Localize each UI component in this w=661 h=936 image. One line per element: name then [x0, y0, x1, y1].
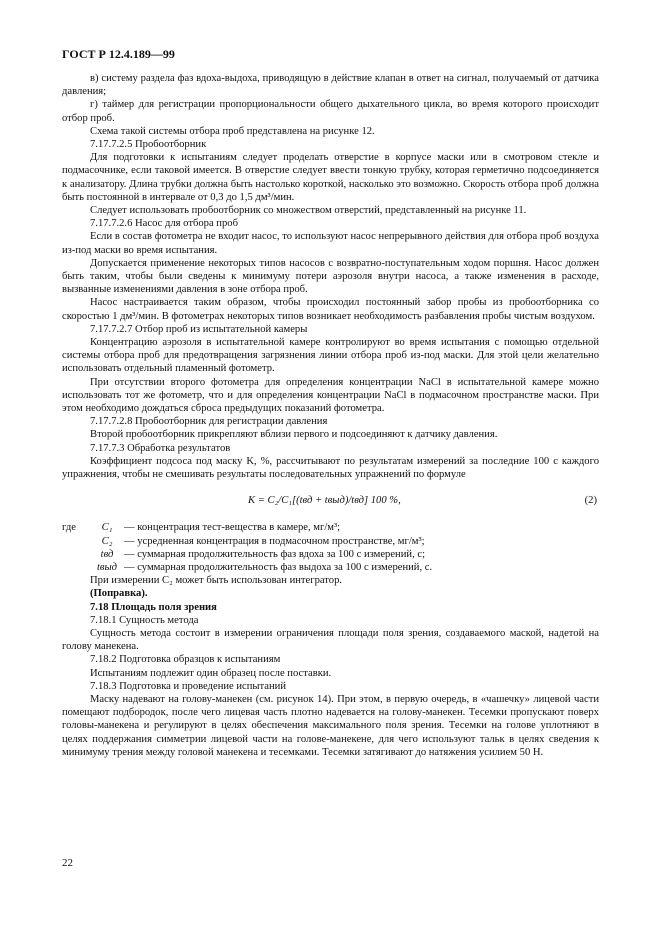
paragraph: При отсутствии второго фотометра для определения концентрации NaCl в испытательной камере можно использовать тот же фотометр, что и для определения концентрации NaCl в подмасочном пространстве маски. При этом необходимо дождаться сброса предыдущих показаний фотометра. — [62, 376, 599, 415]
definition-row — [62, 561, 599, 574]
paragraph: Сущность метода состоит в измерении ограничения площади поля зрения, создаваемого маской, надетой на голову манекена. — [62, 627, 599, 653]
subsection-heading: 7.18.3 Подготовка и проведение испытаний — [90, 680, 287, 692]
subsection-heading: 7.17.7.2.8 Пробоотборник для регистрации давления — [90, 416, 328, 428]
paragraph: Если в состав фотометра не входит насос, то используют насос непрерывного действия для отбора проб воздуха из-под маски во время испытания. — [62, 231, 599, 256]
subsection-heading: 7.17.7.2.7 Отбор проб из испытательной камеры — [90, 323, 308, 335]
paragraph-item-v: в) систему раздела фаз вдоха-выдоха, приводящую в действие клапан в ответ на сигнал, получаемый от датчика давления; — [62, 73, 599, 98]
subsection-heading: 7.18.1 Сущность метода — [90, 614, 199, 626]
paragraph: Испытаниям подлежит один образец после поставки. — [90, 667, 332, 679]
definition-text: — суммарная продолжительность фаз выдоха за 100 с измерений, с. — [124, 561, 433, 573]
subsection-heading: 7.17.7.3 Обработка результатов — [90, 442, 231, 454]
definition-row — [62, 535, 599, 548]
definition-text: — усредненная концентрация в подмасочном пространстве, мг/м³; — [124, 535, 425, 547]
formula-expression: K = C₂/C₁[(tвд + tвыд)/tвд] 100 %, — [248, 495, 401, 507]
definition-symbol: tвд — [100, 548, 114, 560]
standard-header: ГОСТ Р 12.4.189—99 — [62, 47, 175, 61]
paragraph: Допускается применение некоторых типов насосов с возвратно-поступательным ходом поршня. Насос должен быть таким, чтобы были сведены к минимуму потери аэрозоля внутри насоса, а также изменения в расходе, вызванные изменениями давления в зоне отбора проб. — [62, 257, 599, 296]
formula-number: (2) — [584, 495, 597, 507]
paragraph: Насос настраивается таким образом, чтобы происходил постоянный забор пробы из пробоотборника со скоростью 1 дм³/мин. В фотометрах некоторых типов возникает необходимость разбавления пробы чистым воздухом. — [62, 297, 599, 322]
subsection-heading: 7.17.7.2.5 Пробоотборник — [90, 139, 207, 151]
subsection-heading: 7.17.7.2.6 Насос для отбора проб — [90, 218, 238, 230]
definition-lead — [62, 561, 90, 574]
paragraph: Концентрацию аэрозоля в испытательной камере контролируют во время испытания с помощью отдельной системы отбора проб для предотвращения загрязнения линии отбора проб из-под маски. Для этой цели желательно использовать отдельный пламенный фотометр. — [62, 337, 599, 375]
section-heading: 7.18 Площадь поля зрения — [90, 601, 217, 613]
paragraph: Следует использовать пробоотборник со множеством отверстий, представленный на рисунке 11. — [90, 205, 527, 217]
definition-row — [62, 521, 599, 534]
definition-symbol: tвыд — [96, 561, 118, 573]
definition-row — [62, 548, 599, 561]
page-number: 22 — [62, 857, 73, 869]
paragraph: Маску надевают на голову-манекен (см. рисунок 14). При этом, в первую очередь, в «чашечку» лицевой части помещают подбородок, после чего лицевая часть плотно надевается на голову-манекен. Тесемки пропускают поверх головы-манекена и регулируют в целях обеспечения максимального поля зрения. Тесемки на голове уплотняют в целях поддержания симметрии лицевой части на голове-манекене, для чего используют тальк в целях сведения к минимуму трения между головой манекена и тесемками. Тесемки затягивают до натяжения усилием 50 Н. — [62, 693, 599, 758]
paragraph: Коэффициент подсоса под маску K, %, рассчитывают по результатам измерений за последние 100 с каждого упражнения, чтобы не смешивать результаты последовательных упражнений по формуле — [62, 455, 599, 481]
paragraph: При измерении C₂ может быть использован интегратор. — [90, 575, 343, 587]
definition-lead — [62, 535, 90, 548]
amendment-note: (Поправка). — [90, 588, 148, 600]
paragraph: Схема такой системы отбора проб представлена на рисунке 12. — [90, 125, 375, 137]
paragraph: Второй пробоотборник прикрепляют вблизи первого и подсоединяют к датчику давления. — [90, 429, 498, 441]
definition-text: — концентрация тест-вещества в камере, мг/м³; — [124, 522, 341, 534]
definition-lead — [62, 548, 90, 561]
formula-row — [62, 494, 599, 508]
definition-lead: где — [62, 522, 76, 534]
paragraph: Для подготовки к испытаниям следует проделать отверстие в корпусе маски или в смотровом стекле и подмасочнике, если таковой имеется. В отверстие следует ввести тонкую трубку, которая герметично подсоединяется к анализатору. Длина трубки должна быть настолько короткой, насколько это возможно. Скорость отбора проб должна быть постоянной в интервале от 0,3 до 1,5 дм³/мин. — [62, 152, 599, 203]
definition-symbol: C₁ — [101, 522, 113, 534]
document-body — [62, 72, 599, 759]
definition-symbol: C₂ — [101, 535, 113, 547]
definition-text: — суммарная продолжительность фаз вдоха за 100 с измерений, с; — [124, 548, 426, 560]
paragraph-item-g: г) таймер для регистрации пропорциональности общего дыхательного цикла, во время которого происходит отбор проб. — [62, 99, 599, 124]
subsection-heading: 7.18.2 Подготовка образцов к испытаниям — [90, 654, 281, 666]
